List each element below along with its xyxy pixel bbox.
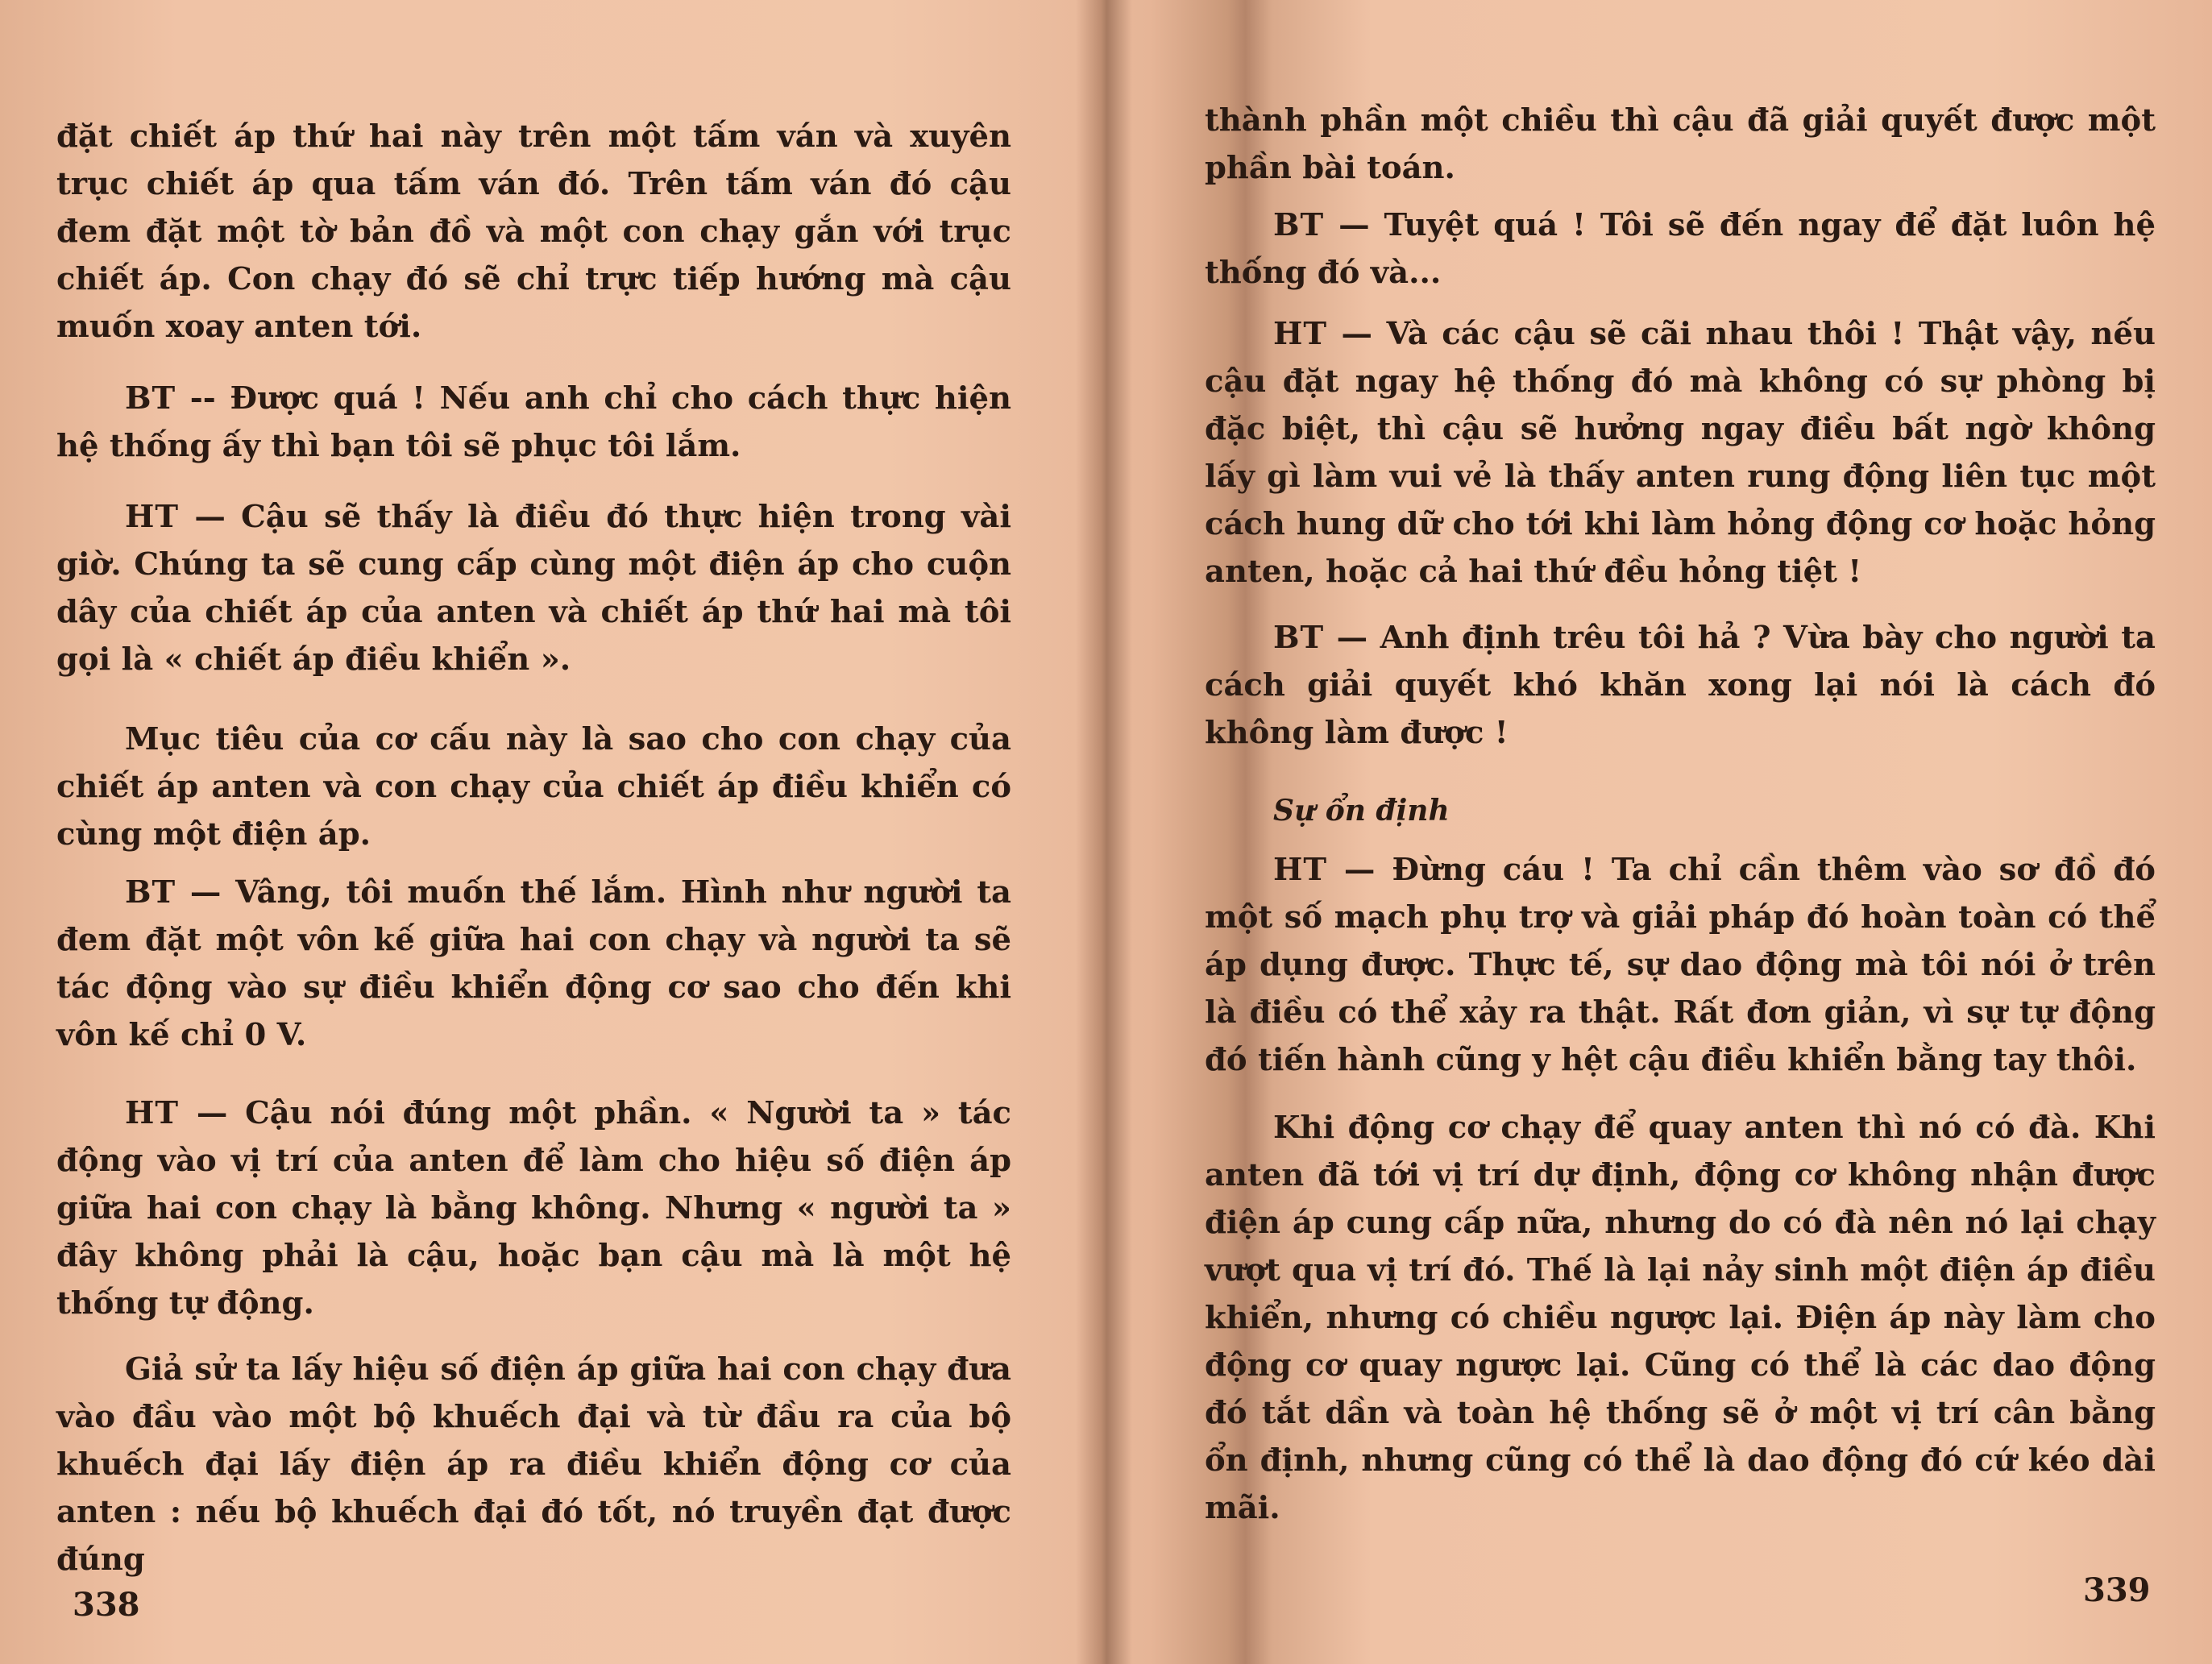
- speaker-label: BT: [1273, 207, 1325, 243]
- left-paragraph-3: HT — Cậu sẽ thấy là điều đó thực hiện trong vài giờ. Chúng ta sẽ cung cấp cùng một điện áp cho cuộn dây của chiết áp của anten và chiết áp thứ hai mà tôi gọi là « chiết áp điều khiển ».: [56, 499, 1011, 678]
- left-paragraph-6: HT — Cậu nói đúng một phần. « Người ta » tác động vào vị trí của anten để làm cho hiệu số điện áp giữa hai con chạy là bằng không. Nhưng « người ta » đây không phải là cậu, hoặc bạn cậu mà là một hệ thống tự động.: [56, 1095, 1011, 1322]
- left-paragraph-2: BT -- Được quá ! Nếu anh chỉ cho cách thực hiện hệ thống ấy thì bạn tôi sẽ phục tôi lắm.: [56, 380, 1011, 464]
- book-gutter: [1076, 0, 1132, 1664]
- right-paragraph-6: Khi động cơ chạy để quay anten thì nó có đà. Khi anten đã tới vị trí dự định, động cơ không nhận được điện áp cung cấp nữa, nhưng do có đà nên nó lại chạy vượt qua vị trí đó. Thế là lại nảy sinh một điện áp điều khiển, nhưng có chiều ngược lại. Điện áp này làm cho động cơ quay ngược lại. Cũng có thể là các dao động đó tắt dần và toàn hệ thống sẽ ở một vị trí cân bằng ổn định, nhưng cũng có thể là dao động đó cứ kéo dài mãi.: [1205, 1110, 2156, 1526]
- left-paragraph-7: Giả sử ta lấy hiệu số điện áp giữa hai con chạy đưa vào đầu vào một bộ khuếch đại và từ đầu ra của bộ khuếch đại lấy điện áp ra điều khiển động cơ của anten : nếu bộ khuếch đại đó tốt, nó truyền đạt được đúng: [56, 1351, 1011, 1578]
- speaker-label: BT: [1273, 620, 1325, 656]
- speaker-label: HT: [125, 1095, 180, 1131]
- page-number: 338: [73, 1586, 140, 1624]
- speaker-label: BT: [125, 380, 176, 417]
- left-paragraph-1: đặt chiết áp thứ hai này trên một tấm ván và xuyên trục chiết áp qua tấm ván đó. Trên tấm ván đó cậu đem đặt một tờ bản đồ và một con chạy gắn với trục chiết áp. Con chạy đó sẽ chỉ trực tiếp hướng mà cậu muốn xoay anten tới.: [56, 118, 1011, 345]
- speaker-label: HT: [1273, 852, 1328, 888]
- right-paragraph-4: BT — Anh định trêu tôi hả ? Vừa bày cho người ta cách giải quyết khó khăn xong lại nói là cách đó không làm được !: [1205, 620, 2156, 751]
- speaker-label: BT: [125, 874, 176, 911]
- page-number: 339: [2083, 1571, 2151, 1609]
- right-paragraph-1: thành phần một chiều thì cậu đã giải quyết được một phần bài toán.: [1205, 102, 2156, 186]
- section-heading: Sự ổn định: [1273, 794, 1450, 828]
- left-paragraph-4: Mục tiêu của cơ cấu này là sao cho con chạy của chiết áp anten và con chạy của chiết áp điều khiển có cùng một điện áp.: [56, 721, 1011, 853]
- right-paragraph-2: BT — Tuyệt quá ! Tôi sẽ đến ngay để đặt luôn hệ thống đó và...: [1205, 207, 2156, 291]
- left-paragraph-5: BT — Vâng, tôi muốn thế lắm. Hình như người ta đem đặt một vôn kế giữa hai con chạy và người ta sẽ tác động vào sự điều khiển động cơ sao cho đến khi vôn kế chỉ 0 V.: [56, 874, 1011, 1053]
- right-paragraph-5: HT — Đừng cáu ! Ta chỉ cần thêm vào sơ đồ đó một số mạch phụ trợ và giải pháp đó hoàn toàn có thể áp dụng được. Thực tế, sự dao động mà tôi nói ở trên là điều có thể xảy ra thật. Rất đơn giản, vì sự tự động đó tiến hành cũng y hệt cậu điều khiển bằng tay thôi.: [1205, 852, 2156, 1078]
- right-page: [1128, 0, 2212, 1664]
- speaker-label: HT: [1273, 316, 1328, 352]
- speaker-label: HT: [125, 499, 180, 535]
- left-page: [0, 0, 1080, 1664]
- right-paragraph-3: HT — Và các cậu sẽ cãi nhau thôi ! Thật vậy, nếu cậu đặt ngay hệ thống đó mà không có sự phòng bị đặc biệt, thì cậu sẽ hưởng ngay điều bất ngờ không lấy gì làm vui vẻ là thấy anten rung động liên tục một cách hung dữ cho tới khi làm hỏng động cơ hoặc hỏng anten, hoặc cả hai thứ đều hỏng tiệt !: [1205, 316, 2156, 590]
